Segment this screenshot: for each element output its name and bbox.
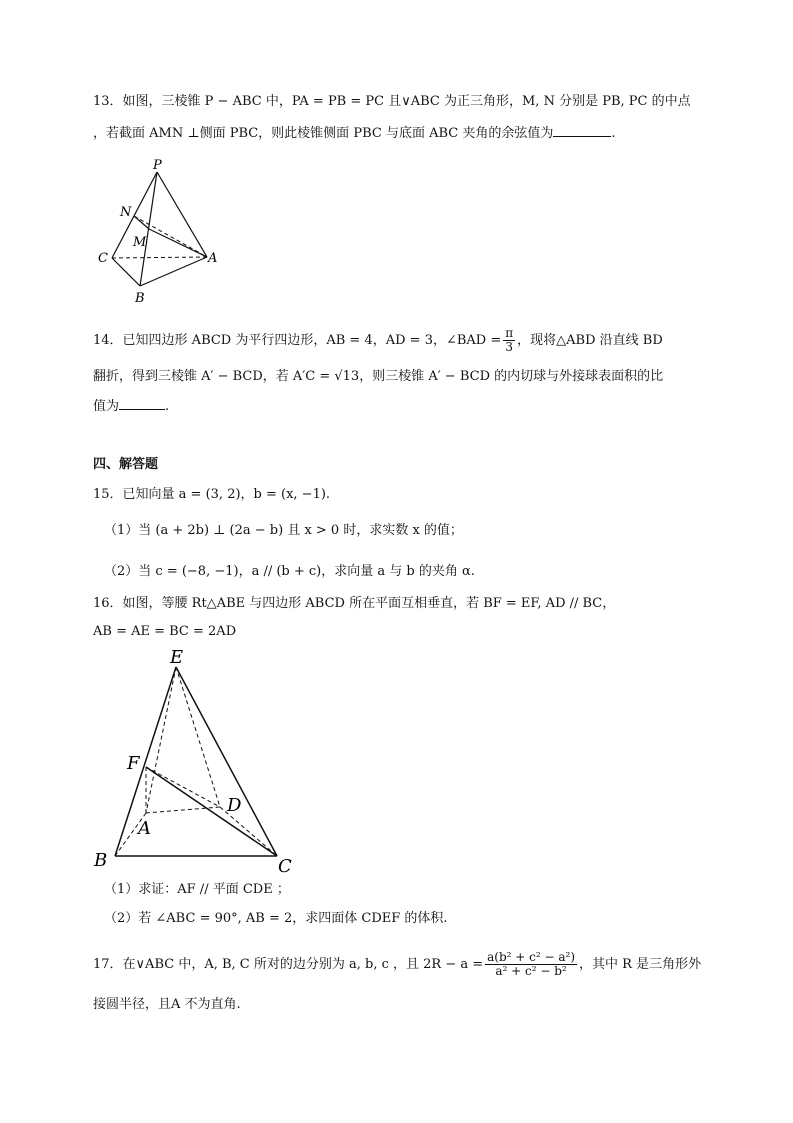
label-A: A — [208, 251, 218, 266]
q13-pyramid-figure — [95, 155, 235, 305]
q13-line2-text: ，若截面 AMN ⊥侧面 PBC，则此棱锥侧面 PBC 与底面 ABC 夹角的余弦值为 — [93, 126, 554, 141]
q17-frac-den: a² + c² − b² — [495, 964, 567, 978]
q14-fraction — [503, 327, 515, 354]
q14-frac-num: π — [505, 326, 514, 340]
q14-end: . — [165, 399, 170, 414]
q16-part2: （2）若 ∠ABC = 90°, AB = 2，求四面体 CDEF 的体积. — [104, 911, 448, 926]
q15-part1: （1）当 (a + 2b) ⊥ (2a − b) 且 x > 0 时，求实数 x 的值； — [104, 523, 463, 538]
q15-part2: （2）当 c = (−8, −1)，a // (b + c)，求向量 a 与 b 的夹角 α. — [104, 564, 475, 579]
label-B: B — [94, 850, 108, 871]
q15-line1: 15．已知向量 a = (3, 2)，b = (x, −1). — [93, 487, 331, 502]
q17-line1-a: 17．在∨ABC 中，A, B, C 所对的边分别为 a, b, c ，且 2R − a = — [93, 957, 484, 972]
q14-frac-den: 3 — [505, 340, 514, 354]
label-F: F — [127, 753, 140, 774]
q14-line2: 翻折，得到三棱锥 A′ − BCD，若 A′C = √13，则三棱锥 A′ − BCD 的内切球与外接球表面积的比 — [93, 369, 664, 384]
label-M: M — [133, 235, 147, 250]
q13-line1: 13．如图，三棱锥 P − ABC 中，PA = PB = PC 且∨ABC 为正三角形，M, N 分别是 PB, PC 的中点 — [93, 94, 691, 109]
label-E: E — [170, 647, 184, 668]
q17-fraction — [485, 951, 577, 978]
label-D: D — [227, 795, 242, 816]
q17-line1-b: ，其中 R 是三角形外 — [579, 957, 702, 972]
q14-line3 — [93, 397, 169, 416]
q16-tetrahedron-figure — [90, 643, 320, 878]
label-N: N — [120, 205, 132, 220]
q17-line1 — [93, 951, 701, 978]
q14-line3-text: 值为 — [93, 399, 120, 414]
q13-end: . — [611, 126, 616, 141]
label-P: P — [153, 158, 162, 173]
q14-answer-blank — [119, 397, 165, 410]
label-A: A — [138, 818, 151, 839]
q13-answer-blank — [553, 124, 611, 137]
section-title: 四、解答题 — [93, 457, 159, 472]
label-B: B — [135, 291, 145, 306]
q13-line2 — [93, 124, 615, 143]
q14-line1 — [93, 327, 663, 354]
q16-line2: AB = AE = BC = 2AD — [93, 624, 237, 639]
label-C: C — [98, 251, 108, 266]
q16-part1: （1）求证：AF // 平面 CDE ； — [104, 882, 290, 897]
q14-line1-b: ，现将△ABD 沿直线 BD — [517, 333, 663, 348]
label-C: C — [278, 856, 292, 877]
q14-line1-a: 14．已知四边形 ABCD 为平行四边形，AB = 4，AD = 3，∠BAD = — [93, 333, 502, 348]
q17-line2: 接圆半径，且A 不为直角. — [93, 997, 241, 1012]
q16-line1: 16．如图，等腰 Rt△ABE 与四边形 ABCD 所在平面互相垂直，若 BF = EF, AD // BC， — [93, 596, 616, 611]
q17-frac-num: a(b² + c² − a²) — [487, 950, 576, 964]
